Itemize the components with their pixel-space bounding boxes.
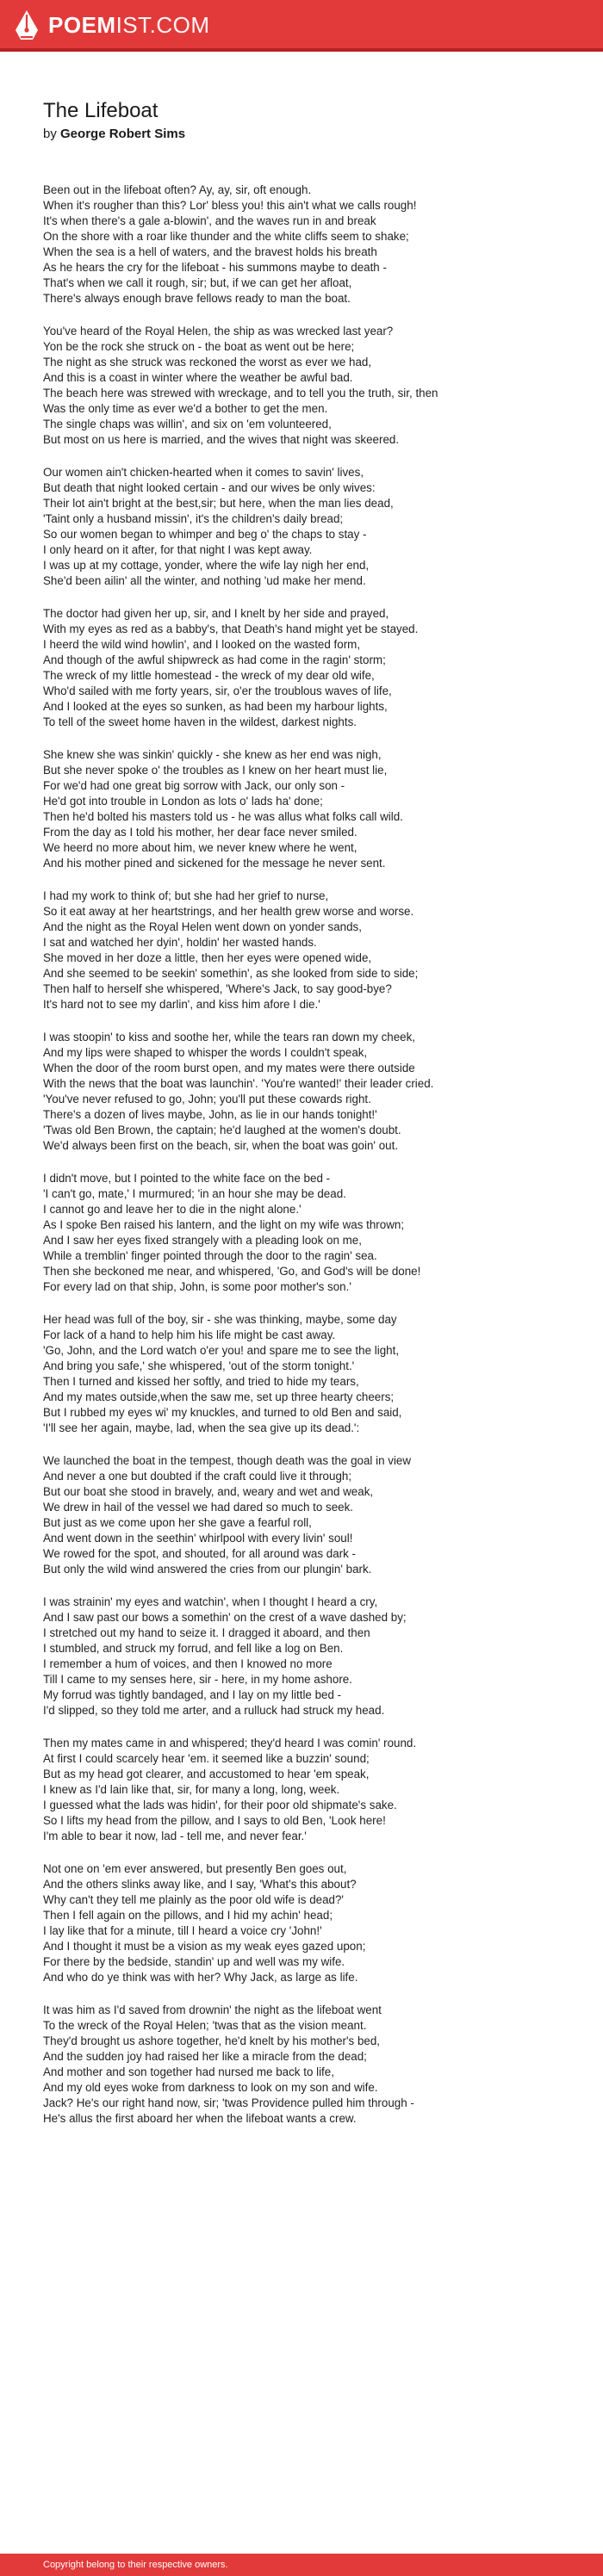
poem-line: On the shore with a roar like thunder and the white cliffs seem to shake; [43, 230, 409, 243]
poem-line: It's hard not to see my darlin', and kiss him afore I die.' [43, 998, 320, 1011]
poem-line: For we'd had one great big sorrow with Jack, our only son - [43, 779, 345, 792]
poem-line: We rowed for the spot, and shouted, for all around was dark - [43, 1547, 356, 1560]
poem-line: I didn't move, but I pointed to the white face on the bed - [43, 1172, 331, 1185]
poem-line: I guessed what the lads was hidin', for their poor old shipmate's sake. [43, 1799, 397, 1811]
byline-prefix: by [43, 127, 57, 141]
poem-line: And bring you safe,' she whispered, 'out of the storm tonight.' [43, 1359, 355, 1372]
poem-line: Till I came to my senses here, sir - here, in my home ashore. [43, 1673, 352, 1686]
poem-line: Why can't they tell me plainly as the poor old wife is dead?' [43, 1893, 344, 1906]
poem-line: And his mother pined and sickened for the message he never sent. [43, 857, 386, 870]
poem-line: And my lips were shaped to whisper the words I couldn't speak, [43, 1046, 368, 1059]
poem-line: I heerd the wild wind howlin', and I looked on the wasted form, [43, 638, 361, 651]
poem-stanza [43, 465, 577, 589]
poem-line: The single chaps was willin', and six on 'em volunteered, [43, 418, 332, 430]
poem-line: To the wreck of the Royal Helen; 'twas that as the vision meant. [43, 2019, 367, 2032]
poem-line: So it eat away at her heartstrings, and her health grew worse and worse. [43, 905, 414, 918]
poem-line: And this is a coast in winter where the weather be awful bad. [43, 371, 353, 384]
poem-line: The wreck of my little homestead - the wreck of my dear old wife, [43, 669, 375, 682]
poem-line: Then she beckoned me near, and whispered, 'Go, and God's will be done! [43, 1265, 421, 1278]
poem-line: That's when we call it rough, sir; but, if we can get her afloat, [43, 276, 352, 289]
poem-line: And the others slinks away like, and I say, 'What's this about? [43, 1878, 357, 1891]
poem-line: 'I can't go, mate,' I murmured; 'in an hour she may be dead. [43, 1187, 346, 1200]
poem-line: As he hears the cry for the lifeboat - his summons maybe to death - [43, 261, 387, 274]
poem-line: When the sea is a hell of waters, and the bravest holds his breath [43, 245, 377, 258]
poem-line: I knew as I'd lain like that, sir, for many a long, long, week. [43, 1783, 340, 1796]
poem-line: With my eyes as red as a babby's, that Death's hand might yet be stayed. [43, 622, 419, 635]
poem-line: And mother and son together had nursed me back to life, [43, 2065, 334, 2078]
poem-line: At first I could scarcely hear 'em. it seemed like a buzzin' sound; [43, 1752, 370, 1765]
poem-line: He's allus the first aboard her when the lifeboat wants a crew. [43, 2112, 357, 2125]
site-footer [0, 2554, 603, 2576]
poem-line: The doctor had given her up, sir, and I knelt by her side and prayed, [43, 607, 389, 620]
poem-line: I sat and watched her dyin', holdin' her wasted hands. [43, 936, 317, 949]
site-header [0, 0, 603, 52]
poem-line: And the night as the Royal Helen went down on yonder sands, [43, 920, 362, 933]
poem-line: And never a one but doubted if the craft could live it through; [43, 1470, 352, 1483]
poem-line: We heerd no more about him, we never knew where he went, [43, 841, 357, 854]
poem-line: Then I fell again on the pillows, and I hid my achin' head; [43, 1909, 333, 1922]
poem-line: From the day as I told his mother, her dear face never smiled. [43, 826, 357, 839]
poem-stanza [43, 1595, 577, 1718]
poem-line: And I saw her eyes fixed strangely with a pleading look on me, [43, 1234, 362, 1247]
poem-line: While a tremblin' finger pointed through the door to the ragin' sea. [43, 1249, 377, 1262]
poem-line: I remember a hum of voices, and then I knowed no more [43, 1657, 333, 1670]
poem-line: I stretched out my hand to seize it. I dragged it aboard, and then [43, 1626, 370, 1639]
poem-author[interactable]: George Robert Sims [60, 127, 186, 141]
poem-line: To tell of the sweet home haven in the wildest, darkest nights. [43, 715, 357, 728]
poem-line: It was him as I'd saved from drownin' the night as the lifeboat went [43, 2003, 382, 2016]
poem-line: And though of the awful shipwreck as had come in the ragin' storm; [43, 653, 386, 666]
poem-line: Her head was full of the boy, sir - she was thinking, maybe, some day [43, 1313, 397, 1326]
poem-line: I stumbled, and struck my forrud, and fell like a log on Ben. [43, 1642, 344, 1655]
poem-line: Their lot ain't bright at the best,sir; but here, when the man lies dead, [43, 497, 394, 510]
poem-line: And my mates outside,when the saw me, set up three hearty cheers; [43, 1390, 395, 1403]
poem-stanza [43, 183, 577, 307]
poem-line: There's always enough brave fellows ready to man the boat. [43, 292, 351, 305]
site-logo[interactable] [14, 9, 210, 40]
poem-stanza [43, 1171, 577, 1295]
poem-line: For there by the bedside, standin' up and well was my wife. [43, 1955, 345, 1968]
poem-line: Then I turned and kissed her softly, and tried to hide my tears, [43, 1375, 359, 1388]
poem-line: But our boat she stood in bravely, and, weary and wet and weak, [43, 1485, 374, 1498]
poem-stanza [43, 1312, 577, 1436]
poem-line: There's a dozen of lives maybe, John, as lie in our hands tonight!' [43, 1108, 377, 1121]
poem-line: Was the only time as ever we'd a bother to get the men. [43, 402, 328, 415]
poem-line: But just as we come upon her she gave a fearful roll, [43, 1516, 312, 1529]
poem-line: Jack? He's our right hand now, sir; 'twas Providence pulled him through - [43, 2096, 414, 2109]
poem-line: They'd brought us ashore together, he'd knelt by his mother's bed, [43, 2034, 381, 2047]
poem-line: So I lifts my head from the pillow, and I says to old Ben, 'Look here! [43, 1814, 386, 1827]
poem-byline [43, 126, 577, 143]
poem-line: Then he'd bolted his masters told us - he was allus what folks call wild. [43, 810, 403, 823]
poem-line: You've heard of the Royal Helen, the ship as was wrecked last year? [43, 325, 394, 337]
logo-text-bold: POEM [48, 12, 116, 38]
poem-line: I cannot go and leave her to die in the night alone.' [43, 1203, 302, 1216]
poem-line: We'd always been first on the beach, sir, when the boat was goin' out. [43, 1139, 399, 1152]
poem-line: But as my head got clearer, and accustomed to hear 'em speak, [43, 1768, 370, 1780]
poem-stanza [43, 1861, 577, 1985]
poem-line: I'm able to bear it now, lad - tell me, and never fear.' [43, 1830, 307, 1842]
poem-line: And the sudden joy had raised her like a miracle from the dead; [43, 2050, 367, 2063]
poem-content [43, 98, 577, 2144]
poem-line: And went down in the seethin' whirlpool with every livin' soul! [43, 1532, 353, 1545]
poem-line: So our women began to whimper and beg o' the chaps to stay - [43, 528, 367, 541]
poem-line: The night as she struck was reckoned the worst as ever we had, [43, 356, 372, 368]
logo-text-light: IST.COM [115, 12, 210, 38]
copyright-notice: Copyright belong to their respective owners. [43, 2560, 228, 2570]
poem-line: When it's rougher than this? Lor' bless you! this ain't what we calls rough! [43, 199, 417, 212]
poem-stanza [43, 324, 577, 448]
poem-line: I had my work to think of; but she had her grief to nurse, [43, 889, 329, 902]
poem-line: The beach here was strewed with wreckage, and to tell you the truth, sir, then [43, 387, 438, 399]
poem-line: When the door of the room burst open, and my mates were there outside [43, 1062, 415, 1074]
poem-line: And I saw past our bows a somethin' on the crest of a wave dashed by; [43, 1611, 407, 1624]
poem-line: We drew in hail of the vessel we had dared so much to seek. [43, 1501, 354, 1514]
poem-line: With the news that the boat was launchin'. 'You're wanted!' their leader cried. [43, 1077, 434, 1090]
poem-line: Who'd sailed with me forty years, sir, o'er the troublous waves of life, [43, 684, 392, 697]
poem-line: She knew she was sinkin' quickly - she knew as her end was nigh, [43, 748, 382, 761]
poem-line: But most on us here is married, and the wives that night was skeered. [43, 433, 400, 446]
poem-line: And who do ye think was with her? Why Jack, as large as life. [43, 1971, 358, 1984]
poem-stanza [43, 2003, 577, 2127]
poem-line: Yon be the rock she struck on - the boat as went out be here; [43, 340, 355, 353]
poem-line: For lack of a hand to help him his life might be cast away. [43, 1328, 336, 1341]
poem-line: Our women ain't chicken-hearted when it comes to savin' lives, [43, 466, 364, 479]
poem-line: Then my mates came in and whispered; they'd heard I was comin' round. [43, 1737, 417, 1749]
poem-line: And I thought it must be a vision as my weak eyes gazed upon; [43, 1940, 366, 1953]
poem-line: We launched the boat in the tempest, though death was the goal in view [43, 1454, 412, 1467]
poem-line: Then half to herself she whispered, 'Where's Jack, to say good-bye? [43, 982, 392, 995]
poem-line: He'd got into trouble in London as lots o' lads ha' done; [43, 795, 323, 808]
poem-line: But only the wild wind answered the cries from our plungin' bark. [43, 1563, 372, 1576]
poem-line: I lay like that for a minute, till I heard a voice cry 'John!' [43, 1924, 322, 1937]
poem-line: But I rubbed my eyes wi' my knuckles, and turned to old Ben and said, [43, 1406, 402, 1419]
poem-line: It's when there's a gale a-blowin', and the waves run in and break [43, 214, 376, 227]
poem-stanza [43, 1030, 577, 1154]
poem-line: I was up at my cottage, yonder, where the wife lay nigh her end, [43, 559, 370, 572]
poem-title: The Lifeboat [43, 99, 159, 122]
poem-line: And my old eyes woke from darkness to look on my son and wife. [43, 2081, 378, 2094]
poem-line: I was strainin' my eyes and watchin', when I thought I heard a cry, [43, 1595, 378, 1608]
poem-line: For every lad on that ship, John, is some poor mother's son.' [43, 1280, 351, 1293]
poem-stanza [43, 606, 577, 730]
poem-line: I was stoopin' to kiss and soothe her, while the tears ran down my cheek, [43, 1031, 416, 1043]
poem-line: Not one on 'em ever answered, but presently Ben goes out, [43, 1862, 347, 1875]
poem-stanza [43, 1453, 577, 1577]
logo-text [48, 9, 210, 40]
poem-line: I only heard on it after, for that night I was kept away. [43, 543, 313, 556]
poem-line: And I looked at the eyes so sunken, as had been my harbour lights, [43, 700, 388, 713]
poem-line: She moved in her doze a little, then her eyes were opened wide, [43, 951, 372, 964]
poem-line: She'd been ailin' all the winter, and nothing 'ud make her mend. [43, 574, 366, 587]
poem-stanza [43, 747, 577, 871]
poem-line: 'Taint only a husband missin', it's the children's daily bread; [43, 512, 344, 525]
poem-line: And she seemed to be seekin' somethin', as she looked from side to side; [43, 967, 419, 980]
poem-line: 'I'll see her again, maybe, lad, when the sea give up its dead.': [43, 1421, 360, 1434]
poem-line: But she never spoke o' the troubles as I knew on her heart must lie, [43, 764, 388, 777]
poem-line: 'Go, John, and the Lord watch o'er you! and spare me to see the light, [43, 1344, 400, 1357]
poem-line: As I spoke Ben raised his lantern, and the light on my wife was thrown; [43, 1218, 405, 1231]
poem-line: I'd slipped, so they told me arter, and a rulluck had struck my head. [43, 1704, 385, 1717]
poem-line: But death that night looked certain - and our wives be only wives: [43, 481, 376, 494]
poem-line: 'Twas old Ben Brown, the captain; he'd laughed at the women's doubt. [43, 1124, 401, 1136]
poem-stanza [43, 1736, 577, 1844]
poem-line: 'You've never refused to go, John; you'll put these cowards right. [43, 1093, 371, 1105]
poem-line: Been out in the lifeboat often? Ay, ay, sir, oft enough. [43, 183, 312, 196]
poem-line: My forrud was tightly bandaged, and I lay on my little bed - [43, 1688, 342, 1701]
pen-nib-icon [14, 9, 40, 40]
poem-stanza [43, 889, 577, 1012]
poem-body [43, 183, 577, 2127]
